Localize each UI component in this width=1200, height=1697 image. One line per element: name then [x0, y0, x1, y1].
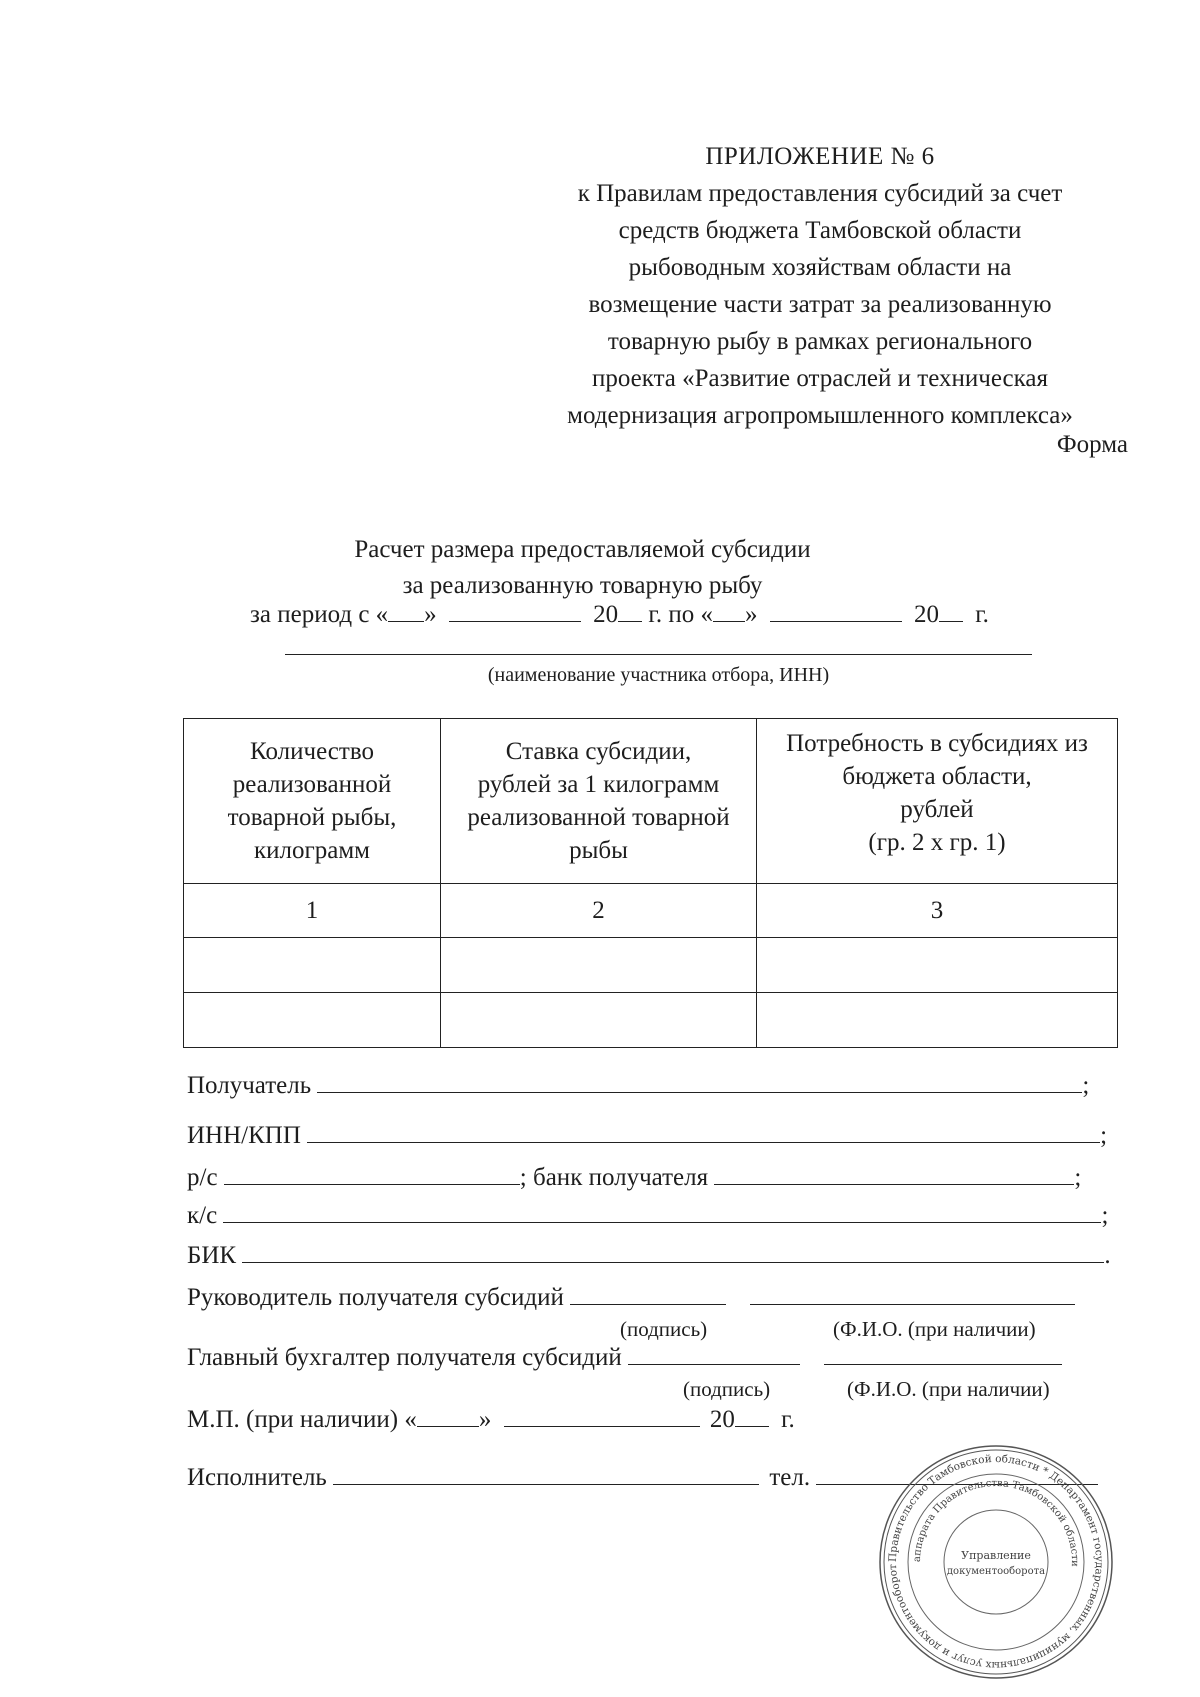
table-cell[interactable] — [441, 993, 757, 1048]
participant-name-field[interactable] — [285, 654, 1032, 655]
table-cell[interactable] — [184, 993, 441, 1048]
column-number: 2 — [441, 884, 757, 938]
head-signature-field[interactable] — [570, 1280, 726, 1305]
accountant-label: Главный бухгалтер получателя субсидий — [187, 1344, 622, 1371]
executor-label: Исполнитель — [187, 1464, 327, 1491]
form-label: Форма — [1056, 431, 1128, 458]
row-end: ; — [1101, 1202, 1109, 1229]
appendix-title: ПРИЛОЖЕНИЕ № 6 — [705, 143, 935, 170]
signature-caption: (подпись) — [620, 1317, 708, 1341]
header-line: рублей за 1 килограмм — [477, 771, 720, 798]
period-end-year-field[interactable] — [939, 599, 963, 622]
recipient-label: Получатель — [187, 1072, 312, 1099]
calculation-title-line2: за реализованную товарную рыбу — [402, 572, 763, 599]
mp-month-field[interactable] — [504, 1402, 700, 1427]
table-row — [184, 938, 1118, 993]
table-cell[interactable] — [441, 938, 757, 993]
mp-day-field[interactable] — [417, 1402, 479, 1427]
ks-label: к/с — [187, 1202, 218, 1229]
signature-caption: (подпись) — [683, 1377, 771, 1401]
appendix-line: к Правилам предоставления субсидий за счет — [577, 180, 1063, 207]
period-start-month-field[interactable] — [449, 599, 581, 622]
column-number: 1 — [184, 884, 441, 938]
period-end-month-field[interactable] — [770, 599, 902, 622]
period-year-prefix: 20 — [593, 601, 619, 628]
row-end: . — [1104, 1242, 1111, 1269]
ks-row — [187, 1198, 1108, 1232]
period-quote: » — [424, 601, 437, 628]
executor-field[interactable] — [333, 1460, 759, 1485]
table-header-row — [184, 719, 1118, 884]
accountant-signature-field[interactable] — [628, 1340, 800, 1365]
bik-row — [187, 1238, 1111, 1272]
calculation-title-line1: Расчет размера предоставляемой субсидии — [354, 536, 811, 563]
period-year-prefix: 20 — [914, 601, 939, 628]
recipient-field[interactable] — [317, 1068, 1082, 1093]
head-row — [187, 1280, 1075, 1314]
header-line: товарной рыбы, — [227, 804, 397, 831]
rs-label: р/с — [187, 1164, 218, 1191]
bank-label: ; банк получателя — [519, 1164, 709, 1191]
stamp-graphic — [876, 1442, 1116, 1682]
header-line: рублей — [900, 796, 974, 823]
column-number: 3 — [757, 884, 1118, 938]
row-end: ; — [1074, 1164, 1082, 1191]
inn-kpp-row — [187, 1118, 1107, 1152]
table-cell[interactable] — [757, 993, 1118, 1048]
header-line: рыбы — [569, 837, 628, 864]
calculation-title — [180, 532, 985, 604]
bank-field[interactable] — [714, 1160, 1074, 1185]
name-caption: (Ф.И.О. (при наличии) — [833, 1317, 1036, 1341]
header-line: (гр. 2 x гр. 1) — [868, 829, 1006, 856]
rs-field[interactable] — [224, 1160, 520, 1185]
mp-quote: » — [478, 1406, 492, 1433]
header-line: реализованной — [232, 771, 392, 798]
stamp-center-line1: Управление — [961, 1549, 1031, 1562]
appendix-line: рыбоводным хозяйствам области на — [628, 254, 1012, 281]
row-end: ; — [1082, 1072, 1090, 1099]
head-name-field[interactable] — [750, 1280, 1075, 1305]
head-label: Руководитель получателя субсидий — [187, 1284, 564, 1311]
appendix-line: средств бюджета Тамбовской области — [618, 217, 1022, 244]
mp-label: М.П. (при наличии) « — [187, 1406, 417, 1433]
appendix-line: товарную рыбу в рамках регионального — [607, 328, 1033, 355]
official-stamp — [876, 1442, 1116, 1682]
stamp-inner-text: аппарата Правительства Тамбовской области — [911, 1477, 1081, 1567]
stamp-center-line2: документооборота — [946, 1566, 1046, 1577]
header-line: Потребность в субсидиях из — [786, 730, 1088, 757]
header-line: Ставка субсидии, — [505, 738, 692, 765]
appendix-line: проекта «Развитие отраслей и техническая — [591, 365, 1048, 392]
appendix-header — [520, 138, 1120, 434]
header-line: реализованной товарной — [467, 804, 730, 831]
recipient-row — [187, 1068, 1089, 1102]
inn-kpp-label: ИНН/КПП — [187, 1122, 301, 1149]
name-caption: (Ф.И.О. (при наличии) — [847, 1377, 1050, 1401]
period-quote: » — [745, 601, 758, 628]
phone-label: тел. — [769, 1464, 811, 1491]
mp-row — [187, 1402, 795, 1436]
mp-year-prefix: 20 — [709, 1406, 735, 1433]
table-column-number-row — [184, 884, 1118, 938]
mp-year-suffix: г. — [781, 1406, 795, 1433]
period-mid: г. по « — [648, 601, 713, 628]
appendix-line: возмещение части затрат за реализованную — [588, 291, 1052, 318]
mp-year-field[interactable] — [735, 1402, 769, 1427]
period-prefix: за период с « — [250, 601, 389, 628]
appendix-line: модернизация агропромышленного комплекса» — [567, 402, 1073, 429]
calculation-table — [183, 718, 1118, 1048]
table-cell[interactable] — [757, 938, 1118, 993]
stamp-outer-text: Правительство Тамбовской области * Департамент государственных, муниципальных услуг и документооборот — [886, 1452, 1106, 1672]
table-header-cell — [184, 719, 441, 884]
ks-field[interactable] — [223, 1198, 1101, 1223]
period-start-year-field[interactable] — [618, 599, 642, 622]
table-header-cell — [441, 719, 757, 884]
header-line: килограмм — [254, 837, 370, 864]
inn-kpp-field[interactable] — [307, 1118, 1100, 1143]
table-cell[interactable] — [184, 938, 441, 993]
period-end-day-field[interactable] — [713, 599, 745, 622]
header-line: бюджета области, — [842, 763, 1032, 790]
bik-field[interactable] — [242, 1238, 1104, 1263]
period-suffix: г. — [975, 601, 989, 628]
table-row — [184, 993, 1118, 1048]
period-start-day-field[interactable] — [388, 599, 424, 622]
participant-caption: (наименование участника отбора, ИНН) — [487, 664, 830, 686]
table-header-cell — [757, 719, 1118, 884]
bik-label: БИК — [187, 1242, 237, 1269]
accountant-name-field[interactable] — [824, 1340, 1062, 1365]
period-line — [250, 599, 989, 630]
row-end: ; — [1100, 1122, 1108, 1149]
accountant-row — [187, 1340, 1062, 1374]
account-row — [187, 1160, 1081, 1194]
header-line: Количество — [250, 738, 374, 765]
